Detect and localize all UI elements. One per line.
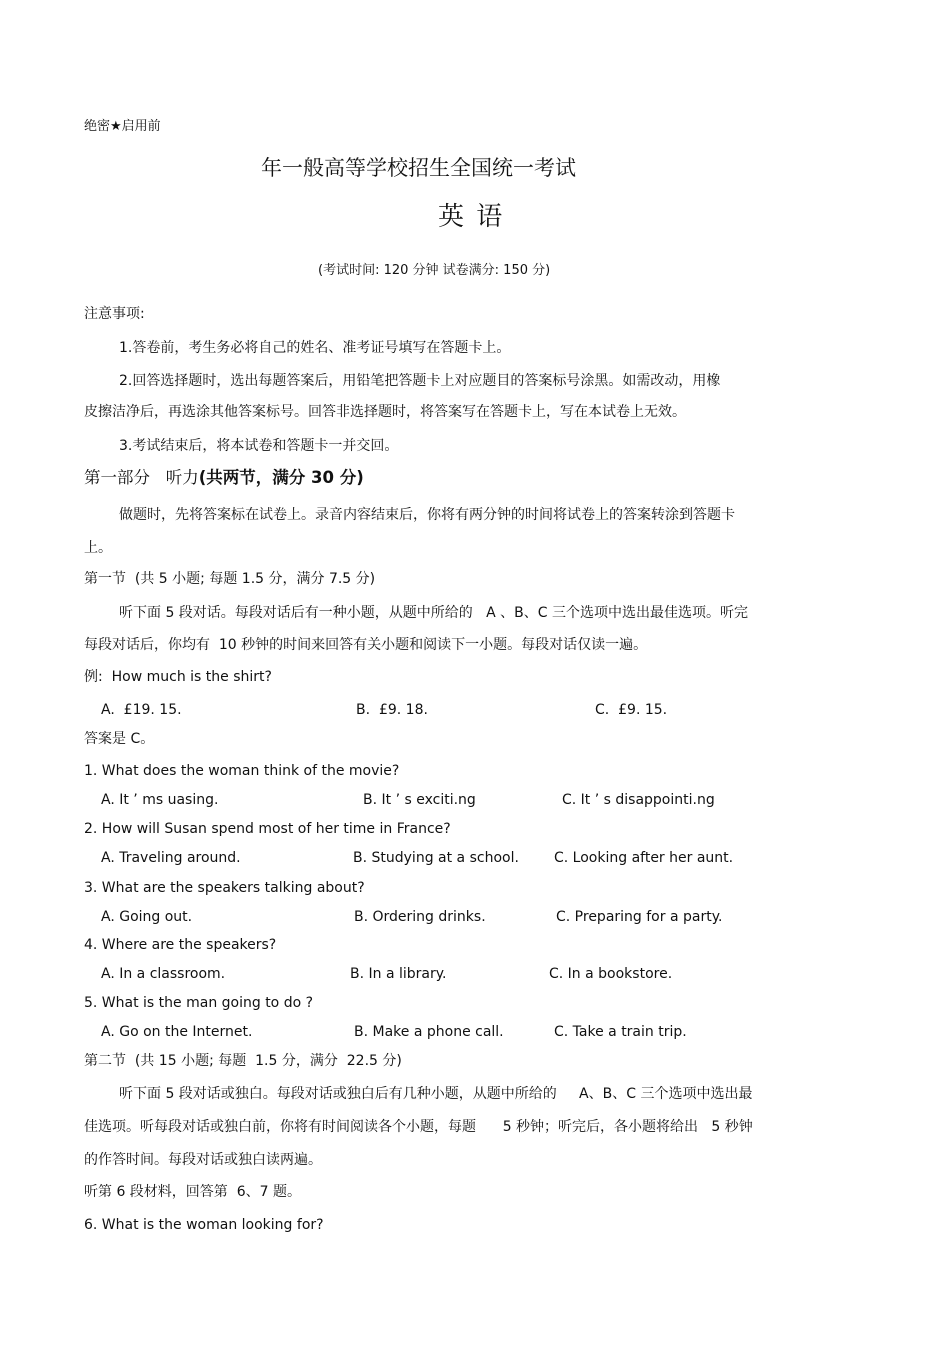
question-5-option-a: A. Go on the Internet. xyxy=(101,1024,253,1040)
question-4-option-c: C. In a bookstore. xyxy=(549,966,673,982)
question-2: 2. How will Susan spend most of her time in France? xyxy=(84,821,451,837)
example-option-c: C. £9. 15. xyxy=(595,702,668,718)
question-2-option-a: A. Traveling around. xyxy=(101,850,241,866)
section1-instruction-line-1: 听下面 5 段对话。每段对话后有一种小题，从题中所给的 A 、B、C 三个选项中选出最佳选项。听完 xyxy=(119,605,749,621)
question-5-option-c: C. Take a train trip. xyxy=(554,1024,687,1040)
question-5: 5. What is the man going to do ? xyxy=(84,995,314,1011)
question-3: 3. What are the speakers talking about? xyxy=(84,880,365,896)
notes-heading: 注意事项: xyxy=(84,306,145,322)
confidential-label: 绝密★启用前 xyxy=(84,119,161,134)
section2-instruction-line-1: 听下面 5 段对话或独白。每段对话或独白后有几种小题，从题中所给的 A、B、C 三个选项中选出最 xyxy=(119,1086,753,1102)
part1-intro-line-1: 做题时，先将答案标在试卷上。录音内容结束后，你将有两分钟的时间将试卷上的答案转涂到答题卡 xyxy=(119,507,735,523)
question-2-option-c: C. Looking after her aunt. xyxy=(554,850,734,866)
example-question: 例: How much is the shirt? xyxy=(84,669,272,685)
part1-heading-score: (共两节，满分 30 分) xyxy=(198,468,364,487)
question-1-option-a: A. It ’ ms uasing. xyxy=(101,792,219,808)
notes-item-2-line-1: 2.回答选择题时，选出每题答案后，用铅笔把答题卡上对应题目的答案标号涂黑。如需改动，用橡 xyxy=(119,373,721,389)
part1-heading xyxy=(84,467,364,489)
example-option-a: A. £19. 15. xyxy=(101,702,182,718)
question-6: 6. What is the woman looking for? xyxy=(84,1217,324,1233)
section1-instruction-line-2: 每段对话后，你均有 10 秒钟的时间来回答有关小题和阅读下一小题。每段对话仅读一遍。 xyxy=(84,637,648,653)
notes-item-3: 3.考试结束后，将本试卷和答题卡一并交回。 xyxy=(119,438,399,454)
part1-heading-prefix: 第一部分 听力 xyxy=(84,468,199,487)
example-answer: 答案是 C。 xyxy=(84,731,155,747)
question-2-option-b: B. Studying at a school. xyxy=(353,850,519,866)
example-option-b: B. £9. 18. xyxy=(356,702,428,718)
notes-item-1: 1.答卷前，考生务必将自己的姓名、准考证号填写在答题卡上。 xyxy=(119,340,511,356)
notes-item-2-line-2: 皮擦洁净后，再选涂其他答案标号。回答非选择题时，将答案写在答题卡上，写在本试卷上无效。 xyxy=(84,404,686,420)
exam-info: (考试时间: 120 分钟 试卷满分: 150 分) xyxy=(318,263,551,278)
section2-instruction-line-3: 的作答时间。每段对话或独白读两遍。 xyxy=(84,1152,322,1168)
question-1: 1. What does the woman think of the movie? xyxy=(84,763,400,779)
question-5-option-b: B. Make a phone call. xyxy=(354,1024,504,1040)
section1-heading: 第一节 (共 5 小题; 每题 1.5 分，满分 7.5 分) xyxy=(84,571,376,587)
question-1-option-b: B. It ’ s exciti.ng xyxy=(363,792,476,808)
section2-instruction-line-2: 佳选项。听每段对话或独白前，你将有时间阅读各个小题，每题 5 秒钟；听完后，各小题将给出 5 秒钟 xyxy=(84,1119,753,1135)
exam-title: 年一般高等学校招生全国统一考试 xyxy=(261,156,576,180)
material-6-label: 听第 6 段材料，回答第 6、7 题。 xyxy=(84,1184,301,1200)
question-4: 4. Where are the speakers? xyxy=(84,937,277,953)
question-4-option-a: A. In a classroom. xyxy=(101,966,226,982)
question-3-option-a: A. Going out. xyxy=(101,909,193,925)
section2-heading: 第二节 (共 15 小题; 每题 1.5 分，满分 22.5 分) xyxy=(84,1053,402,1069)
question-3-option-c: C. Preparing for a party. xyxy=(556,909,723,925)
question-1-option-c: C. It ’ s disappointi.ng xyxy=(562,792,715,808)
question-4-option-b: B. In a library. xyxy=(350,966,447,982)
question-3-option-b: B. Ordering drinks. xyxy=(354,909,486,925)
subject-title: 英 语 xyxy=(438,202,505,232)
part1-intro-line-2: 上。 xyxy=(84,540,112,556)
